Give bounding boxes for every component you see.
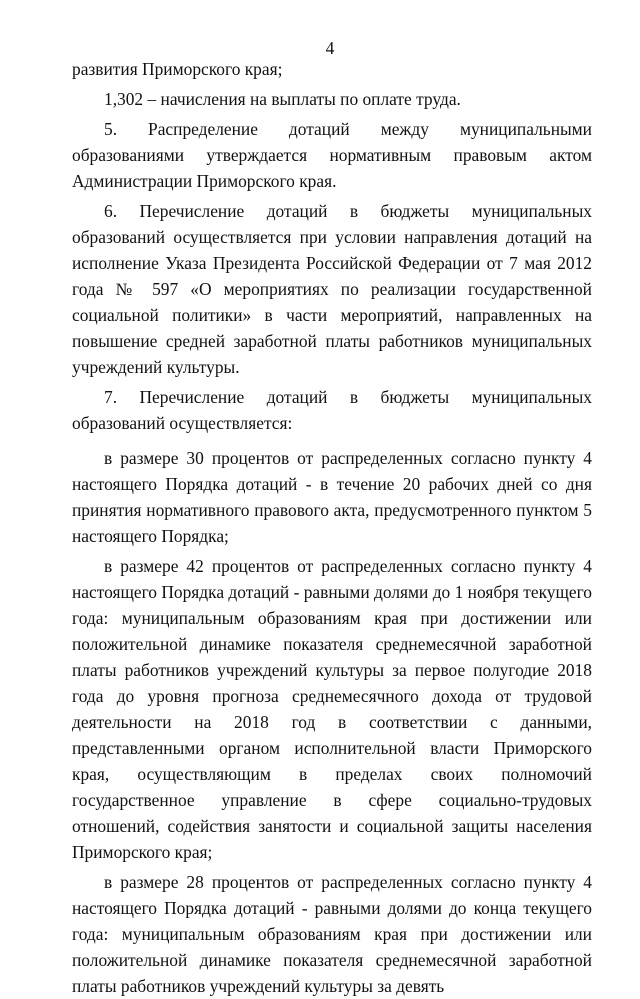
document-body [72,56,592,999]
paragraph-item-7: 7. Перечисление дотаций в бюджеты муниципальных образований осуществляется: [72,387,592,433]
paragraph-42-percent: в размере 42 процентов от распределенных согласно пункту 4 настоящего Порядка дотаций - равными долями до 1 ноября текущего года: муниципальным образованиям края при достижении или положительной динамике показателя среднемесячной заработной платы работников учреждений культуры за первое полугодие 2018 года до уровня прогноза среднемесячного дохода от трудовой деятельности на 2018 год в соответствии с данными, представленными органом исполнительной власти Приморского края, осуществляющим в пределах своих полномочий государственное управление в сфере социально-трудовых отношений, содействия занятости и социальной защиты населения Приморского края; [72,556,592,862]
paragraph-continuation: развития Приморского края; [72,59,283,79]
paragraph-30-percent: в размере 30 процентов от распределенных согласно пункту 4 настоящего Порядка дотаций - в течение 20 рабочих дней со дня принятия нормативного правового акта, предусмотренного пунктом 5 настоящего Порядка; [72,448,592,546]
paragraph-coefficient: 1,302 – начисления на выплаты по оплате труда. [104,89,461,109]
paragraph-28-percent: в размере 28 процентов от распределенных согласно пункту 4 настоящего Порядка дотаций - равными долями до конца текущего года: муниципальным образованиям края при достижении или положительной динамике показателя среднемесячной заработной платы работников учреждений культуры за девять [72,872,592,996]
page-number: 4 [325,38,335,58]
paragraph-item-6: 6. Перечисление дотаций в бюджеты муниципальных образований осуществляется при условии направления дотаций на исполнение Указа Президента Российской Федерации от 7 мая 2012 года № 597 «О мероприятиях по реализации государственной социальной политики» в части мероприятий, направленных на повышение средней заработной платы работников муниципальных учреждений культуры. [72,201,592,377]
paragraph-item-5: 5. Распределение дотаций между муниципальными образованиями утверждается нормативным правовым актом Администрации Приморского края. [72,119,592,191]
